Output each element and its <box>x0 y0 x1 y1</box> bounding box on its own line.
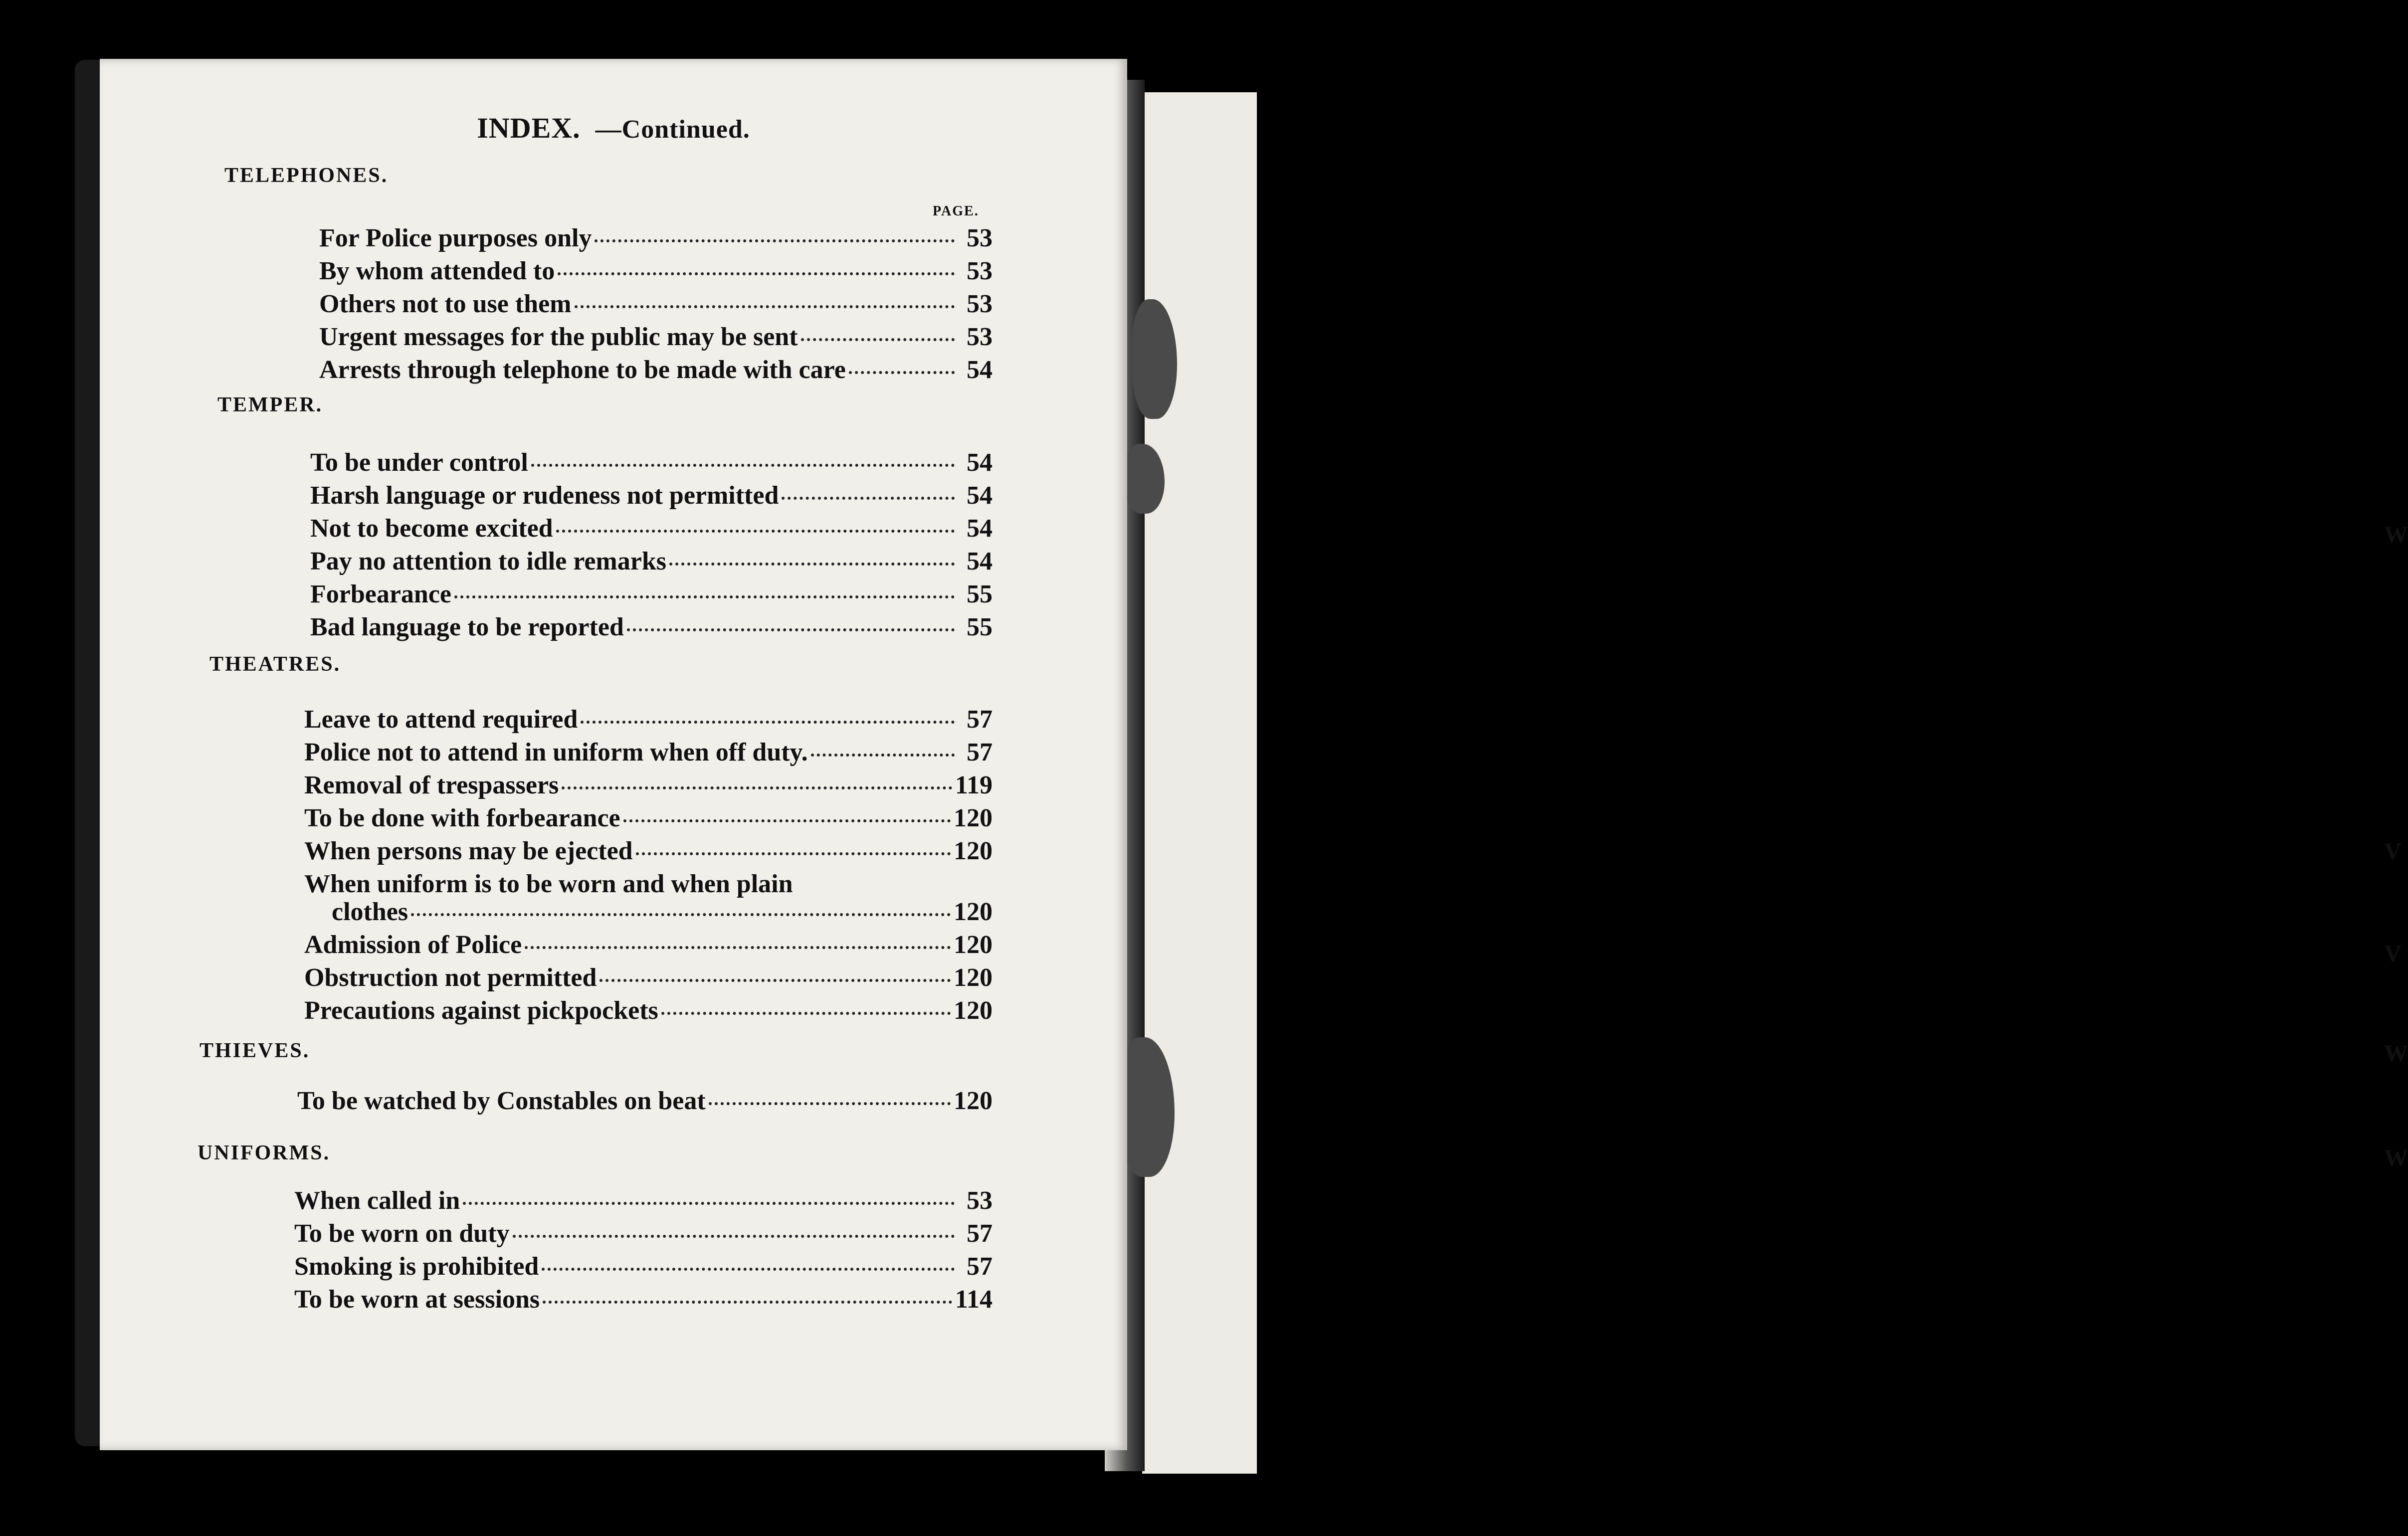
page-number: 54 <box>967 481 993 510</box>
leader-dots <box>542 1268 955 1271</box>
entry-text: Removal of trespassers <box>304 771 559 799</box>
index-entry <box>304 869 993 899</box>
entry-text: Smoking is prohibited <box>294 1252 539 1281</box>
index-entry <box>319 256 993 286</box>
page-number: 57 <box>967 705 993 734</box>
page-number: 53 <box>967 224 993 252</box>
index-entry <box>310 514 993 544</box>
page-number: 57 <box>967 1219 993 1248</box>
entry-text: Harsh language or rudeness not permitted <box>310 481 779 510</box>
entry-text: To be done with forbearance <box>304 804 620 832</box>
page-number: 53 <box>967 1186 993 1215</box>
page-number: 120 <box>954 963 993 992</box>
index-entry <box>304 930 993 960</box>
entry-text: Urgent messages for the public may be sent <box>319 323 798 351</box>
section-heading: TEMPER. <box>217 393 323 416</box>
entry-text: Pay no attention to idle remarks <box>310 547 666 576</box>
page-number: 54 <box>967 448 993 477</box>
index-entry <box>297 1086 993 1116</box>
entry-text: Precautions against pickpockets <box>304 996 658 1025</box>
leader-dots <box>636 852 951 855</box>
facing-page-letter: W <box>2384 522 2408 548</box>
index-entry <box>304 705 993 735</box>
index-entry <box>310 547 993 576</box>
page-number: 53 <box>967 323 993 351</box>
page-number: 53 <box>967 290 993 318</box>
entry-continuation-text: clothes <box>332 898 408 926</box>
leader-dots <box>581 721 955 724</box>
entry-text: Arrests through telephone to be made with care <box>319 356 846 384</box>
page-number: 120 <box>954 804 993 832</box>
leader-dots <box>558 272 955 275</box>
index-entry <box>319 223 993 253</box>
page-number: 54 <box>967 514 993 543</box>
index-entry-continuation <box>332 897 993 927</box>
section-heading: TELEPHONES. <box>224 164 389 187</box>
leader-dots <box>513 1235 955 1238</box>
index-entry <box>304 770 993 800</box>
index-entry <box>310 481 993 511</box>
index-entry <box>319 322 993 352</box>
continued-label: —Continued. <box>595 115 750 144</box>
facing-page-letter: W <box>2384 1145 2408 1171</box>
entry-text: To be under control <box>310 448 528 477</box>
index-entry <box>304 803 993 833</box>
page-column-label: PAGE. <box>933 203 979 219</box>
page-number: 120 <box>954 996 993 1025</box>
page-number: 55 <box>967 580 993 608</box>
index-entry <box>294 1186 993 1216</box>
leader-dots <box>709 1102 951 1105</box>
entry-text: Forbearance <box>310 580 452 608</box>
index-entry <box>304 996 993 1026</box>
section-heading: THEATRES. <box>209 653 341 676</box>
leader-dots <box>525 946 951 949</box>
leader-dots <box>811 754 955 757</box>
entry-text: Obstruction not permitted <box>304 963 597 992</box>
facing-page-letter: V <box>2384 838 2402 865</box>
leader-dots <box>463 1202 955 1205</box>
page-number: 119 <box>955 771 993 799</box>
section-heading: THIEVES. <box>200 1039 310 1062</box>
index-entry <box>294 1285 993 1315</box>
entry-text: Admission of Police <box>304 931 522 959</box>
leader-dots <box>627 628 955 631</box>
index-entry <box>310 579 993 609</box>
index-entry <box>304 963 993 993</box>
page-number: 54 <box>967 547 993 576</box>
entry-text: Bad language to be reported <box>310 613 624 641</box>
leader-dots <box>623 819 951 822</box>
leader-dots <box>661 1012 951 1015</box>
entry-text: To be worn on duty <box>294 1219 510 1248</box>
page-number: 120 <box>954 931 993 959</box>
facing-page <box>1142 92 2408 1474</box>
entry-text: Others not to use them <box>319 290 572 318</box>
entry-text: By whom attended to <box>319 257 555 285</box>
leader-dots <box>454 595 955 598</box>
index-entry <box>319 355 993 385</box>
leader-dots <box>669 563 955 566</box>
leader-dots <box>531 464 955 467</box>
index-entry <box>304 738 993 768</box>
entry-text: To be watched by Constables on beat <box>297 1087 706 1115</box>
facing-page-letter: W <box>2384 1040 2408 1067</box>
page-number: 57 <box>967 1252 993 1281</box>
page-number: 57 <box>967 738 993 767</box>
page-number: 120 <box>954 1087 993 1115</box>
running-title <box>100 111 1127 145</box>
section-heading: UNIFORMS. <box>198 1142 331 1164</box>
leader-dots <box>556 530 955 533</box>
leader-dots <box>801 338 955 341</box>
page-number: 114 <box>955 1285 993 1314</box>
entry-text: Leave to attend required <box>304 705 578 734</box>
entry-text: For Police purposes only <box>319 224 592 252</box>
page-number: 53 <box>967 257 993 285</box>
entry-text: When uniform is to be worn and when plain <box>304 870 793 898</box>
leader-dots <box>543 1301 952 1304</box>
entry-text: When called in <box>294 1186 460 1215</box>
index-entry <box>294 1252 993 1282</box>
index-entry <box>319 289 993 319</box>
index-title: INDEX. <box>477 112 581 144</box>
leader-dots <box>782 497 955 500</box>
index-entry <box>294 1219 993 1249</box>
index-entry <box>310 612 993 642</box>
index-entry <box>310 448 993 478</box>
entry-text: To be worn at sessions <box>294 1285 540 1314</box>
entry-text: When persons may be ejected <box>304 837 633 865</box>
page-number: 120 <box>954 837 993 865</box>
entry-text: Not to become excited <box>310 514 553 543</box>
index-entry <box>304 836 993 866</box>
leader-dots <box>600 979 951 982</box>
leader-dots <box>575 305 955 308</box>
leader-dots <box>411 913 951 916</box>
leader-dots <box>562 786 952 789</box>
page-number: 54 <box>967 356 993 384</box>
index-page <box>100 59 1127 1450</box>
page-number: 120 <box>954 898 993 926</box>
leader-dots <box>849 371 955 374</box>
facing-page-letter: V <box>2384 941 2402 967</box>
leader-dots <box>595 239 955 242</box>
entry-text: Police not to attend in uniform when off duty. <box>304 738 808 767</box>
page-number: 55 <box>967 613 993 641</box>
